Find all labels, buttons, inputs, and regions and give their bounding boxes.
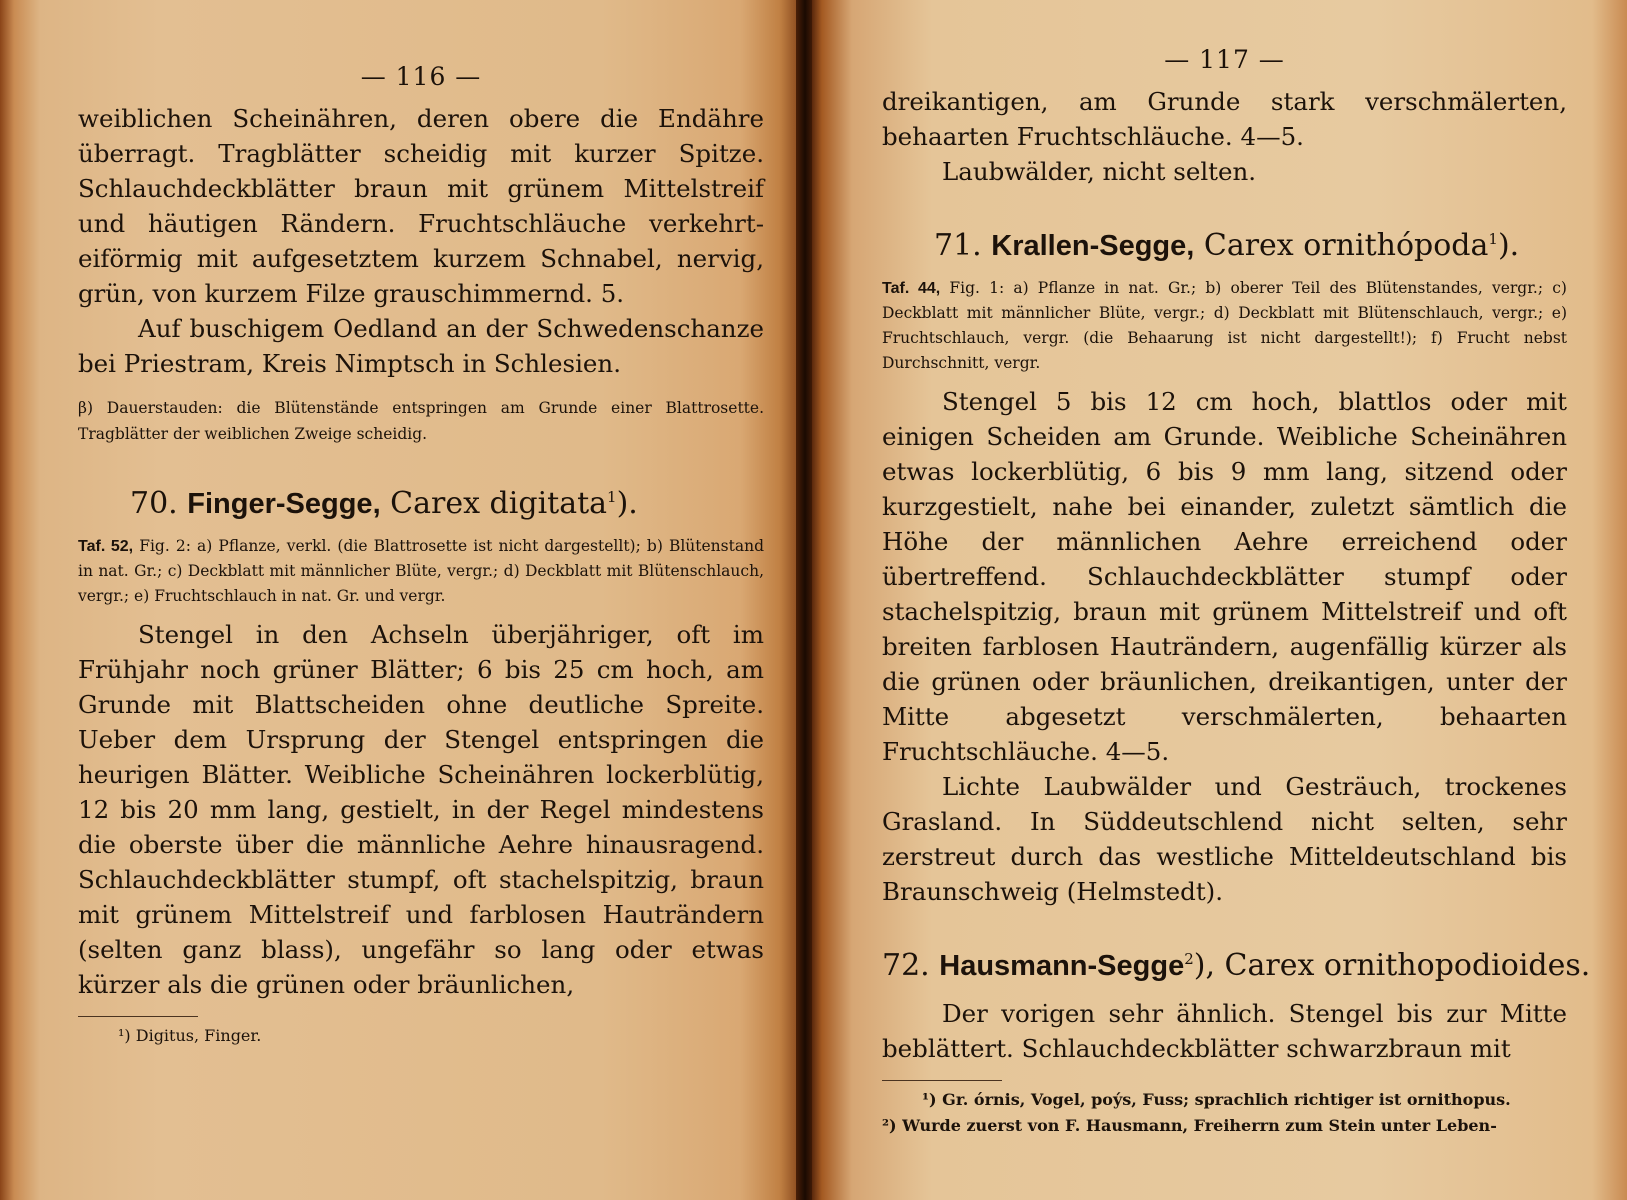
footnote-mark: 1 [607, 488, 617, 506]
footnote-divider [78, 1016, 198, 1017]
species-name: Hausmann-Segge [939, 950, 1185, 982]
variety-note: β) Dauerstauden: die Blütenstände entspringen am Grunde einer Blattrosette. Tragblätter der weiblichen Zweige scheidig. [78, 399, 764, 443]
page-number: — 117 — [1164, 45, 1285, 74]
paragraph: Laubwälder, nicht selten. [942, 157, 1257, 186]
left-page [0, 0, 804, 1200]
species-latin: ), Carex ornithopodioides. [1193, 948, 1591, 983]
plate-label: Taf. 52, [78, 538, 134, 555]
footnote-mark: 2 [1184, 950, 1194, 968]
footnote-divider [882, 1080, 1002, 1081]
species-name: Finger-Segge, [187, 488, 381, 520]
footnote-mark: 1 [1488, 230, 1498, 248]
species-name: Krallen-Segge, [991, 230, 1195, 262]
footnote: ¹) Digitus, Finger. [118, 1026, 262, 1045]
paragraph: Auf buschigem Oedland an der Schwedenschanze bei Priestram, Kreis Nimptsch in Schlesien. [78, 314, 764, 378]
species-heading [130, 477, 764, 524]
species-number: 72. [882, 948, 930, 983]
species-latin: Carex ornithópoda [1203, 228, 1489, 263]
footnote: ¹) Gr. órnis, Vogel, poýs, Fuss; sprachlich richtiger ist ornithopus. [922, 1090, 1511, 1109]
footnote: ²) Wurde zuerst von F. Hausmann, Freiherrn zum Stein unter Leben- [882, 1116, 1497, 1135]
heading-closing: ). [616, 486, 638, 521]
species-heading [882, 939, 1591, 986]
species-number: 71. [934, 228, 982, 263]
plate-caption [882, 276, 1567, 376]
paragraph: dreikantigen, am Grunde stark verschmälerten, behaarten Fruchtschläuche. 4—5. [882, 87, 1567, 151]
species-description: Der vorigen sehr ähnlich. Stengel bis zur Mitte beblättert. Schlauchdeckblätter schwarzbraun mit [882, 999, 1567, 1063]
species-description: Stengel 5 bis 12 cm hoch, blattlos oder mit einigen Scheiden am Grunde. Weibliche Scheinähren etwas lockerblütig, 6 bis 9 mm lang, sitzend oder kurzgestielt, nahe bei einander, zuletzt sämtlich die Höhe der männlichen Aehre erreichend oder übertreffend. Schlauchdeckblätter stumpf oder stachelspitzig, braun mit grünem Mittelstreif und oft breiten farblosen Hauträndern, augenfällig kürzer als die grünen oder bräunlichen, dreikantigen, unter der Mitte abgesetzt verschmälerten, behaarten Fruchtschläuche. 4—5. [882, 387, 1567, 766]
plate-label: Taf. 44, [882, 280, 941, 297]
species-heading [934, 219, 1567, 266]
species-number: 70. [130, 486, 178, 521]
right-page [812, 0, 1627, 1200]
plate-text: Fig. 2: a) Pflanze, verkl. (die Blattrosette ist nicht dargestellt); b) Blütenstand in nat. Gr.; c) Deckblatt mit männlicher Blüte, vergr.; d) Deckblatt mit Blütenschlauch, vergr.; e) Fruchtschlauch in nat. Gr. und vergr. [78, 537, 764, 605]
species-habitat: Lichte Laubwälder und Gesträuch, trockenes Grasland. In Süddeutschlend nicht selten, sehr zerstreut durch das westliche Mitteldeutschland bis Braunschweig (Helmstedt). [882, 772, 1567, 906]
plate-text: Fig. 1: a) Pflanze in nat. Gr.; b) oberer Teil des Blütenstandes, vergr.; c) Deckblatt mit männlicher Blüte, vergr.; d) Deckblatt mit Blütenschlauch, vergr.; e) Fruchtschlauch, vergr. (die Behaarung ist nicht dargestellt!); f) Frucht nebst Durchschnitt, vergr. [882, 279, 1567, 372]
paragraph: weiblichen Scheinähren, deren obere die Endähre überragt. Tragblätter scheidig mit kurzer Spitze. Schlauchdeckblätter braun mit grünem Mittelstreif und häutigen Rändern. Fruchtschläuche verkehrt-eiförmig mit aufgesetztem kurzem Schnabel, nervig, grün, von kurzem Filze grauschimmernd. 5. [78, 104, 764, 308]
page-number: — 116 — [360, 62, 482, 91]
species-latin: Carex digitata [390, 486, 608, 521]
heading-closing: ). [1497, 228, 1520, 263]
species-description: Stengel in den Achseln überjähriger, oft im Frühjahr noch grüner Blätter; 6 bis 25 cm hoch, am Grunde mit Blattscheiden ohne deutliche Spreite. Ueber dem Ursprung der Stengel entspringen die heurigen Blätter. Weibliche Scheinähren lockerblütig, 12 bis 20 mm lang, gestielt, in der Regel mindestens die oberste über die männliche Aehre hinausragend. Schlauchdeckblätter stumpf, oft stachelspitzig, braun mit grünem Mittelstreif und farblosen Hauträndern (selten ganz blass), ungefähr so lang oder etwas kürzer als die grünen oder bräunlichen, [78, 620, 764, 999]
plate-caption [78, 534, 764, 609]
